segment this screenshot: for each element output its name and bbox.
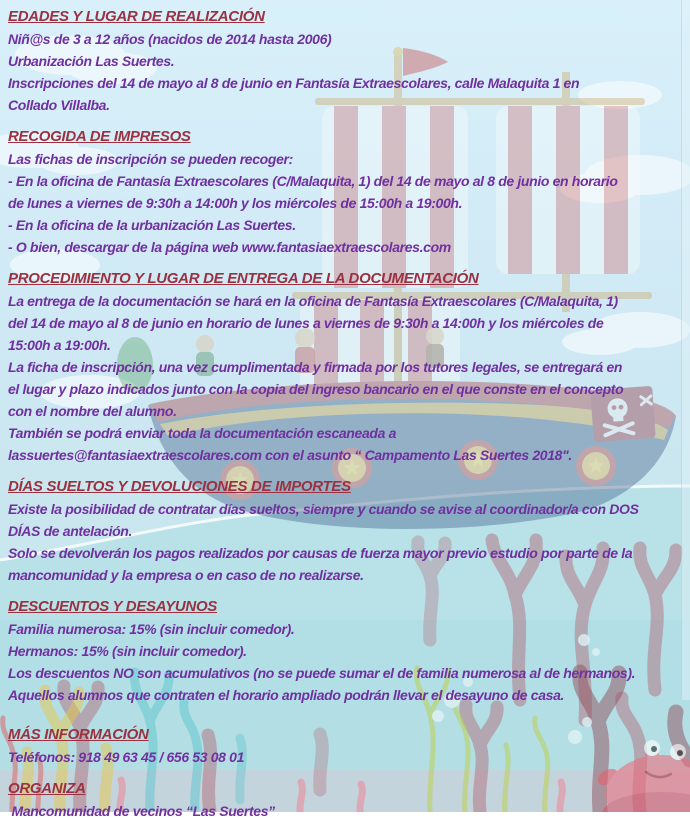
body-line: 15:00h a 19:00h. bbox=[8, 337, 111, 353]
body-line: Urbanización Las Suertes. bbox=[8, 53, 175, 69]
body-line: - En la oficina de la urbanización Las Suertes. bbox=[8, 217, 296, 233]
body-line: La entrega de la documentación se hará en la oficina de Fantasía Extraescolares (C/Malaquita, 1) bbox=[8, 293, 618, 309]
body-line: Las fichas de inscripción se pueden recoger: bbox=[8, 151, 293, 167]
body-line: - En la oficina de Fantasía Extraescolares (C/Malaquita, 1) del 14 de mayo al 8 de junio en horario bbox=[8, 173, 618, 189]
body-line: Familia numerosa: 15% (sin incluir comedor). bbox=[8, 621, 295, 637]
body-line: También se podrá enviar toda la documentación escaneada a bbox=[8, 425, 396, 441]
body-line: Teléfonos: 918 49 63 45 / 656 53 08 01 bbox=[8, 749, 245, 765]
section bbox=[8, 778, 690, 822]
section-heading: DÍAS SUELTOS Y DEVOLUCIONES DE IMPORTES bbox=[8, 478, 351, 495]
section bbox=[8, 126, 690, 258]
body-line: Hermanos: 15% (sin incluir comedor). bbox=[8, 643, 247, 659]
section-heading: PROCEDIMIENTO Y LUGAR DE ENTREGA DE LA DOCUMENTACIÓN bbox=[8, 270, 479, 287]
section-heading: EDADES Y LUGAR DE REALIZACIÓN bbox=[8, 8, 265, 25]
body-line: Aquellos alumnos que contraten el horario ampliado podrán llevar el desayuno de casa. bbox=[8, 687, 565, 703]
section-heading: RECOGIDA DE IMPRESOS bbox=[8, 128, 191, 145]
body-line: el lugar y plazo indicados junto con la copia del ingreso bancario en el que conste en el concepto bbox=[8, 381, 624, 397]
section-heading: ORGANIZA bbox=[8, 780, 86, 797]
section-heading: MÁS INFORMACIÓN bbox=[8, 726, 149, 743]
body-line: lassuertes@fantasiaextraescolares.com con el asunto “ Campamento Las Suertes 2018". bbox=[8, 447, 572, 463]
body-line: Niñ@s de 3 a 12 años (nacidos de 2014 hasta 2006) bbox=[8, 31, 332, 47]
body-line: con el nombre del alumno. bbox=[8, 403, 177, 419]
body-line: Mancomunidad de vecinos “Las Suertes” bbox=[8, 803, 275, 819]
body-line: La ficha de inscripción, una vez cumplimentada y firmada por los tutores legales, se entregará en bbox=[8, 359, 623, 375]
body-line: DÍAS de antelación. bbox=[8, 523, 133, 539]
body-line: - O bien, descargar de la página web www.fantasiaextraescolares.com bbox=[8, 239, 451, 255]
body-line: Collado Villalba. bbox=[8, 97, 110, 113]
section bbox=[8, 476, 690, 586]
section bbox=[8, 268, 690, 466]
body-line: Existe la posibilidad de contratar días sueltos, siempre y cuando se avise al coordinador/a con DOS bbox=[8, 501, 639, 517]
body-line: del 14 de mayo al 8 de junio en horario de lunes a viernes de 9:30h a 14:00h y los miércoles de bbox=[8, 315, 604, 331]
body-line: Los descuentos NO son acumulativos (no se puede sumar el de familia numerosa al de hermanos). bbox=[8, 665, 636, 681]
body-line: Inscripciones del 14 de mayo al 8 de junio en Fantasía Extraescolares, calle Malaquita 1 en bbox=[8, 75, 580, 91]
body-line: de lunes a viernes de 9:30h a 14:00h y los miércoles de 15:00h a 19:00h. bbox=[8, 195, 463, 211]
section bbox=[8, 596, 690, 706]
section bbox=[8, 724, 690, 768]
body-line: Solo se devolverán los pagos realizados por causas de fuerza mayor previo estudio por parte de la bbox=[8, 545, 633, 561]
section-heading: DESCUENTOS Y DESAYUNOS bbox=[8, 598, 218, 615]
body-line: mancomunidad y la empresa o en caso de no realizarse. bbox=[8, 567, 364, 583]
section bbox=[8, 6, 690, 116]
